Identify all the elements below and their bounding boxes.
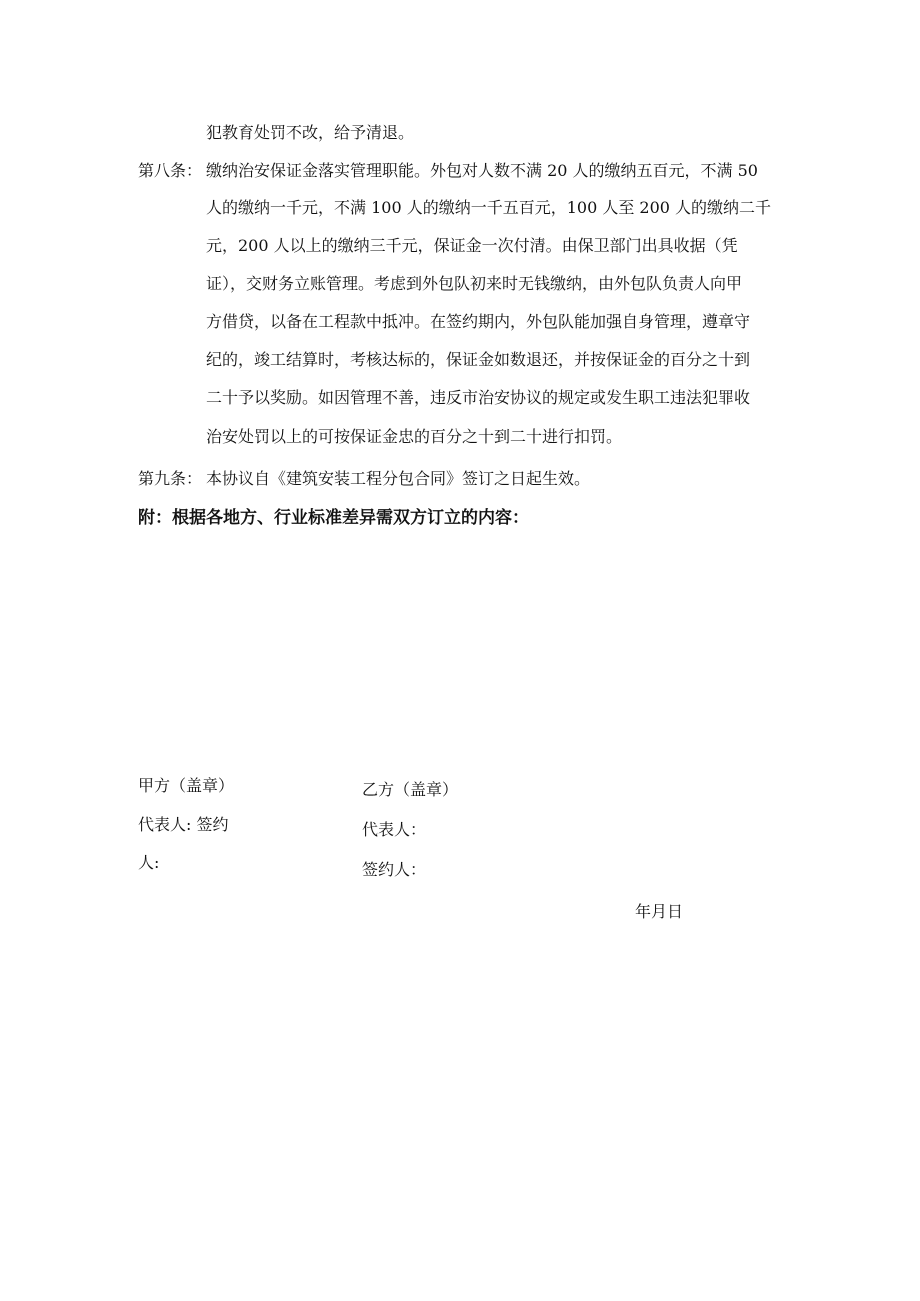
article-8-label: 第八条：	[138, 161, 203, 180]
article-9-label: 第九条：	[138, 469, 203, 488]
article-8-line: 方借贷，以备在工程款中抵冲。在签约期内，外包队能加强自身管理，遵章守	[206, 312, 751, 331]
appendix-heading: 附：根据各地方、行业标准差异需双方订立的内容：	[138, 508, 529, 528]
article-8-line: 二十予以奖励。如因管理不善，违反市治安协议的规定或发生职工违法犯罪收	[206, 388, 751, 407]
party-b-signatory: 签约人：	[362, 860, 427, 879]
article-8-line: 纪的，竣工结算时，考核达标的，保证金如数退还，并按保证金的百分之十到	[206, 350, 751, 369]
date-line: 年月日	[635, 902, 684, 921]
party-b-representative: 代表人：	[362, 820, 427, 839]
article-8-line: 治安处罚以上的可按保证金忠的百分之十到二十进行扣罚。	[206, 427, 623, 446]
article-8-line: 人的缴纳一千元，不满 100 人的缴纳一千五百元，100 人至 200 人的缴纳二千	[206, 198, 772, 217]
article-8-first-row	[138, 161, 758, 181]
article-8-line: 元，200 人以上的缴纳三千元，保证金一次付清。由保卫部门出具收据（凭	[206, 236, 738, 255]
continuation-line: 犯教育处罚不改，给予清退。	[206, 123, 415, 142]
party-a-signatory: 人:	[138, 853, 160, 872]
article-9-text: 本协议自《建筑安装工程分包合同》签订之日起生效。	[206, 469, 591, 488]
article-8-line: 证），交财务立账管理。考虑到外包队初来时无钱缴纳，由外包队负责人向甲	[206, 274, 743, 293]
article-9	[138, 469, 590, 489]
party-a-seal: 甲方（盖章）	[138, 776, 235, 795]
article-8-line: 缴纳治安保证金落实管理职能。外包对人数不满 20 人的缴纳五百元，不满 50	[206, 161, 758, 180]
party-b-seal: 乙方（盖章）	[362, 780, 459, 799]
party-a-representative: 代表人: 签约	[138, 815, 229, 834]
